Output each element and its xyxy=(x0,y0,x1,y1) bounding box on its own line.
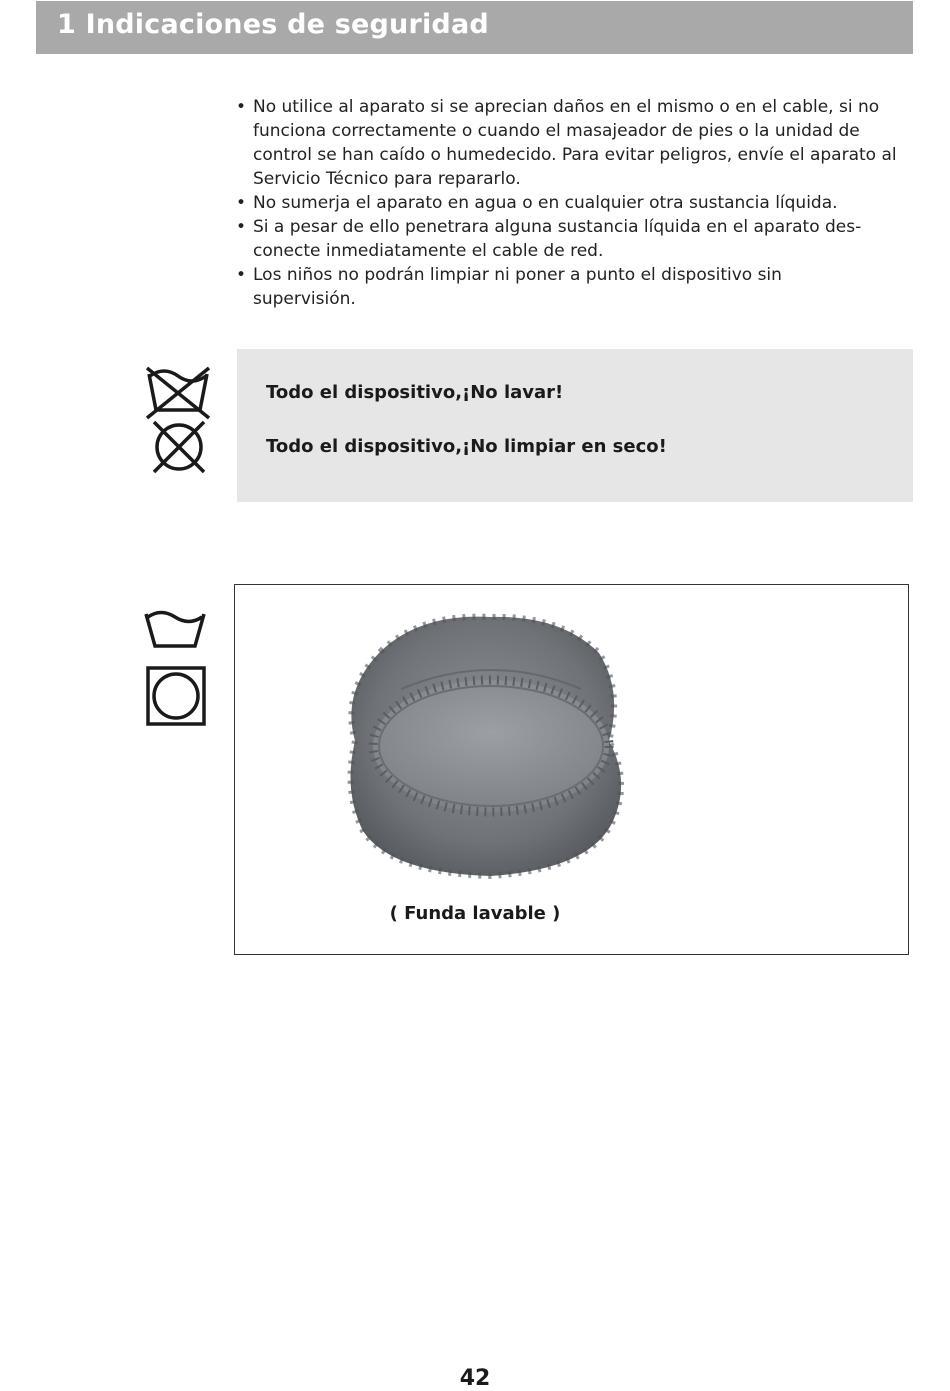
bullet-symbol: • xyxy=(236,97,247,117)
care-notice xyxy=(237,349,913,502)
no-wash-icon xyxy=(143,364,213,420)
safety-list xyxy=(236,95,906,311)
bullet-line: Si a pesar de ello penetrara alguna sustancia líquida en el aparato des- xyxy=(253,217,862,237)
bullet-line: No sumerja el aparato en agua o en cualquier otra sustancia líquida. xyxy=(253,193,838,213)
list-item xyxy=(236,215,906,263)
bullet-line: funciona correctamente o cuando el masajeador de pies o la unidad de xyxy=(253,121,860,141)
bullet-symbol: • xyxy=(236,265,247,285)
bullet-line: Servicio Técnico para repararlo. xyxy=(253,169,521,189)
section-header xyxy=(36,1,913,54)
list-item xyxy=(236,191,906,215)
bullet-line: supervisión. xyxy=(253,289,356,309)
list-item xyxy=(236,263,906,311)
bullet-line: No utilice al aparato si se aprecian daños en el mismo o en el cable, si no xyxy=(253,97,880,117)
bullet-symbol: • xyxy=(236,193,247,213)
section-title: 1 Indicaciones de seguridad xyxy=(57,9,489,40)
washable-cover-image xyxy=(341,611,631,881)
bullet-line: control se han caído o humedecido. Para evitar peligros, envíe el aparato al xyxy=(253,145,897,165)
bullet-line: Los niños no podrán limpiar ni poner a punto el dispositivo sin xyxy=(253,265,782,285)
washable-cover-panel xyxy=(234,584,909,955)
list-item xyxy=(236,95,906,191)
bullet-symbol: • xyxy=(236,217,247,237)
tumble-dry-icon xyxy=(146,666,206,726)
page-number: 42 xyxy=(459,1366,491,1391)
no-wash-notice: Todo el dispositivo,¡No lavar! xyxy=(266,382,564,403)
bullet-line: conecte inmediatamente el cable de red. xyxy=(253,241,604,261)
wash-tub-icon xyxy=(143,608,207,650)
cover-caption: ( Funda lavable ) xyxy=(389,903,561,924)
no-dry-clean-notice: Todo el dispositivo,¡No limpiar en seco! xyxy=(266,436,667,457)
no-dry-clean-icon xyxy=(150,420,208,474)
